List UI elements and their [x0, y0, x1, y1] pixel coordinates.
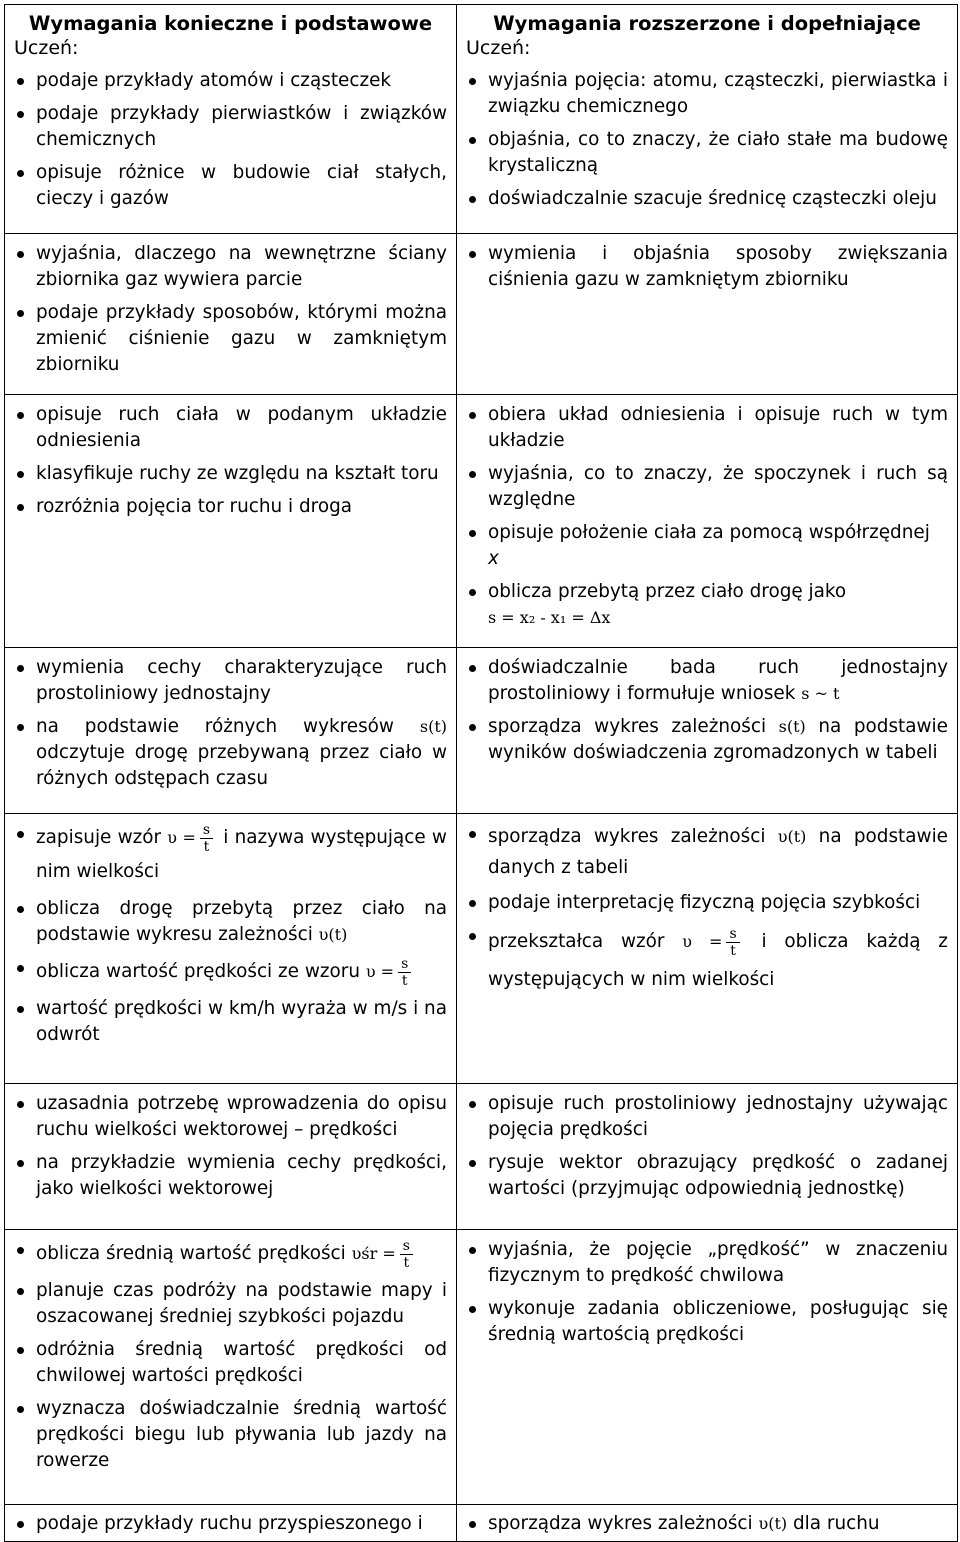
item-text: oblicza przebytą przez ciało drogę jako [488, 581, 847, 602]
table-row [5, 1505, 958, 1542]
item-text: na podstawie wyników doświadczenia zgromadzonych w tabeli [488, 716, 948, 763]
requirement-list [14, 821, 447, 1048]
fraction [726, 926, 739, 959]
fraction-denominator: t [403, 1254, 410, 1271]
item-text: na podstawie różnych wykresów [36, 716, 394, 737]
item-text: przekształca wzór [488, 931, 665, 952]
requirement-list [14, 241, 447, 378]
requirement-list [466, 821, 948, 999]
list-item: podaje przykłady atomów i cząsteczek [14, 68, 447, 94]
requirement-list [466, 402, 948, 631]
list-item: objaśnia, co to znaczy, że ciało stałe ma budowę krystaliczną [466, 127, 948, 179]
right-cell [457, 5, 958, 234]
left-cell [5, 5, 457, 234]
list-item: opisuje ruch ciała w podanym układzie odniesienia [14, 402, 447, 454]
requirement-list [14, 68, 447, 212]
right-cell [457, 648, 958, 814]
right-cell [457, 1084, 958, 1230]
fraction-denominator: t [203, 838, 210, 855]
list-item [14, 896, 447, 948]
left-cell [5, 1505, 457, 1542]
formula: υ = [167, 828, 196, 847]
list-item: planuje czas podróży na podstawie mapy i oszacowanej średniej szybkości pojazdu [14, 1278, 447, 1330]
list-item [14, 955, 447, 989]
item-text: opisuje położenie ciała za pomocą współrzędnej [488, 522, 930, 543]
list-item [466, 579, 948, 631]
list-item: wykonuje zadania obliczeniowe, posługując się średnią wartością prędkości [466, 1296, 948, 1348]
list-item [466, 714, 948, 766]
table-row [5, 5, 958, 234]
requirement-list [14, 1091, 447, 1202]
left-student-label: Uczeń: [14, 37, 79, 59]
fraction-numerator: s [400, 1238, 413, 1255]
item-text: doświadczalnie bada ruch jednostajny prostoliniowy i formułuje wniosek [488, 657, 948, 704]
formula: υ(t) [318, 925, 348, 944]
item-text: na podstawie danych z tabeli [488, 826, 948, 878]
item-text: zapisuje wzór [36, 827, 162, 848]
list-item [466, 923, 948, 999]
table-row [5, 1230, 958, 1505]
left-cell [5, 814, 457, 1084]
list-item: wyjaśnia pojęcia: atomu, cząsteczki, pierwiastka i związku chemicznego [466, 68, 948, 120]
left-cell [5, 1084, 457, 1230]
list-item [14, 821, 447, 889]
list-item: obiera układ odniesienia i opisuje ruch w tym układzie [466, 402, 948, 454]
list-item [14, 714, 447, 792]
list-item: wymienia cechy charakteryzujące ruch prostoliniowy jednostajny [14, 655, 447, 707]
formula: υśr = [351, 1244, 396, 1263]
left-column-title: Wymagania konieczne i podstawowe [28, 12, 433, 35]
left-cell [5, 648, 457, 814]
formula: υ(t) [758, 1514, 788, 1533]
list-item: rysuje wektor obrazujący prędkość o zadanej wartości (przyjmując odpowiednią jednostkę) [466, 1150, 948, 1202]
list-item [466, 821, 948, 883]
requirements-table [4, 4, 957, 1542]
list-item: wyjaśnia, dlaczego na wewnętrzne ściany zbiornika gaz wywiera parcie [14, 241, 447, 293]
item-text: i nazywa występujące w nim wielkości [36, 827, 447, 882]
table-row [5, 814, 958, 1084]
list-item: podaje przykłady pierwiastków i związków chemicznych [14, 101, 447, 153]
list-item: podaje interpretację fizyczną pojęcia szybkości [466, 890, 948, 916]
list-item: rozróżnia pojęcia tor ruchu i droga [14, 494, 447, 520]
item-text: i oblicza każdą z występujących w nim wielkości [488, 931, 948, 990]
item-text: sporządza wykres zależności [488, 1513, 753, 1534]
item-text: oblicza średnią wartość prędkości [36, 1243, 346, 1264]
list-item: wyjaśnia, że pojęcie „prędkość” w znaczeniu fizycznym to prędkość chwilowa [466, 1237, 948, 1289]
requirement-list [466, 241, 948, 293]
formula: υ = [365, 962, 395, 981]
table-row [5, 1084, 958, 1230]
requirement-list [14, 655, 447, 792]
requirement-list [466, 655, 948, 766]
item-text: sporządza wykres zależności [488, 716, 767, 737]
fraction [200, 822, 213, 855]
fraction-numerator: s [398, 956, 411, 973]
requirement-list [466, 1237, 948, 1348]
formula: s(t) [419, 717, 447, 736]
list-item [14, 1237, 447, 1271]
requirement-list [466, 1091, 948, 1202]
list-item: na przykładzie wymienia cechy prędkości, jako wielkości wektorowej [14, 1150, 447, 1202]
requirement-list [14, 1237, 447, 1474]
requirement-list [466, 1511, 948, 1537]
list-item [466, 655, 948, 707]
item-text: odczytuje drogę przebywaną przez ciało w różnych odstępach czasu [36, 742, 447, 789]
formula: s(t) [778, 717, 806, 736]
formula: υ(t) [777, 827, 807, 846]
path-formula: s = x₂ - x₁ = Δx [488, 608, 611, 627]
item-text: oblicza drogę przebytą przez ciało na podstawie wykresu zależności [36, 898, 447, 945]
formula: s ~ t [801, 684, 840, 703]
fraction-numerator: s [200, 822, 213, 839]
table-row [5, 395, 958, 648]
table-row [5, 648, 958, 814]
list-item [466, 1511, 948, 1537]
list-item: podaje przykłady ruchu przyspieszonego i [14, 1511, 447, 1537]
list-item: wyjaśnia, co to znaczy, że spoczynek i ruch są względne [466, 461, 948, 513]
right-column-title: Wymagania rozszerzone i dopełniające [493, 12, 921, 35]
right-student-label: Uczeń: [466, 37, 531, 59]
list-item: opisuje ruch prostoliniowy jednostajny używając pojęcia prędkości [466, 1091, 948, 1143]
right-cell [457, 814, 958, 1084]
fraction-denominator: t [401, 972, 408, 989]
right-cell [457, 395, 958, 648]
list-item: wyznacza doświadczalnie średnią wartość prędkości biegu lub pływania lub jazdy na rowerze [14, 1396, 447, 1474]
right-cell [457, 1230, 958, 1505]
left-cell [5, 1230, 457, 1505]
formula: υ = [682, 932, 723, 951]
list-item: wartość prędkości w km/h wyraża w m/s i na odwrót [14, 996, 447, 1048]
requirement-list [14, 402, 447, 520]
right-cell [457, 234, 958, 395]
fraction-numerator: s [726, 926, 739, 943]
right-cell [457, 1505, 958, 1542]
list-item: odróżnia średnią wartość prędkości od chwilowej wartości prędkości [14, 1337, 447, 1389]
table-row [5, 234, 958, 395]
list-item: doświadczalnie szacuje średnicę cząsteczki oleju [466, 186, 948, 212]
item-text: sporządza wykres zależności [488, 826, 766, 847]
requirement-list [14, 1511, 447, 1537]
item-text: dla ruchu [792, 1513, 880, 1534]
list-item: wymienia i objaśnia sposoby zwiększania ciśnienia gazu w zamkniętym zbiorniku [466, 241, 948, 293]
requirement-list [466, 68, 948, 212]
list-item: uzasadnia potrzebę wprowadzenia do opisu ruchu wielkości wektorowej – prędkości [14, 1091, 447, 1143]
left-cell [5, 234, 457, 395]
fraction [398, 956, 411, 989]
fraction [400, 1238, 413, 1271]
coordinate-symbol: x [488, 548, 499, 569]
list-item: podaje przykłady sposobów, którymi można zmienić ciśnienie gazu w zamkniętym zbiorniku [14, 300, 447, 378]
item-text: oblicza wartość prędkości ze wzoru [36, 961, 360, 982]
list-item: opisuje różnice w budowie ciał stałych, cieczy i gazów [14, 160, 447, 212]
left-cell [5, 395, 457, 648]
list-item: klasyfikuje ruchy ze względu na kształt toru [14, 461, 447, 487]
list-item [466, 520, 948, 572]
fraction-denominator: t [730, 942, 736, 959]
